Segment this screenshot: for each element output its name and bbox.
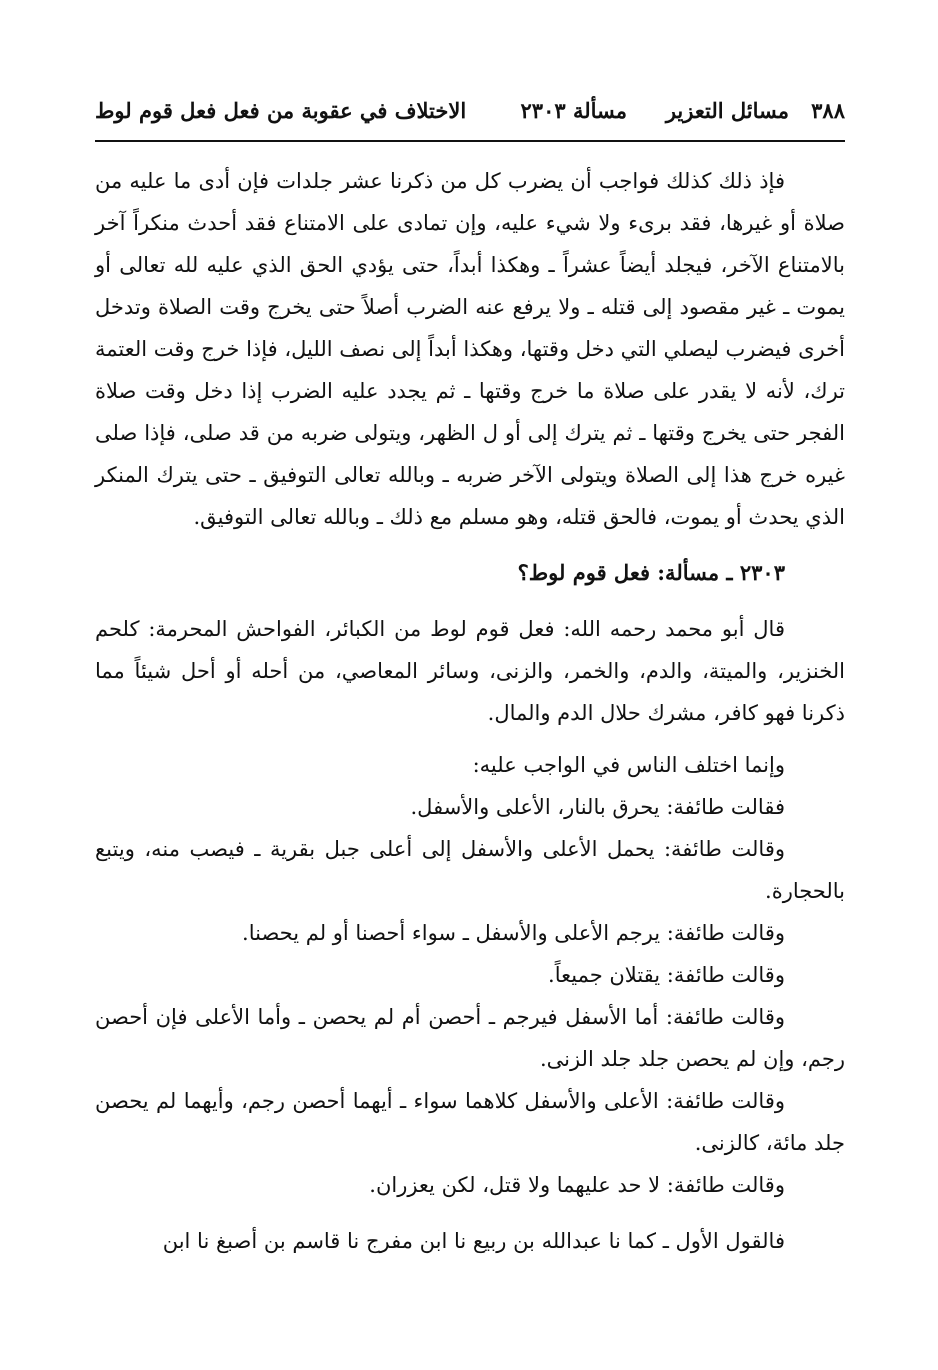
paragraph-flogging: فإذ ذلك كذلك فواجب أن يضرب كل من ذكرنا عشر جلدات فإن أدى ما عليه من صلاة أو غيرها، فقد برىء ولا شيء عليه، وإن تمادى على الامتناع فقد أحدث منكراً آخر بالامتناع الآخر، فيجلد أيضاً عشراً ـ وهكذا أبداً، حتى يؤدي الحق الذي عليه لله تعالى أو يموت ـ غير مقصود إلى قتله ـ ولا يرفع عنه الضرب أصلاً حتى يخرج وقت الصلاة وتدخل أخرى فيضرب ليصلي التي دخل وقتها، وهكذا أبداً إلى نصف الليل، فإذا خرج وقت العتمة ترك، لأنه لا يقدر على صلاة ما خرج وقتها ـ ثم يجدد عليه الضرب إذا دخل وقت صلاة الفجر حتى يخرج وقتها ـ ثم يترك إلى أو ل الظهر، ويتولى ضربه من قد صلى، فإذا صلى غيره خرج هذا إلى الصلاة ويتولى الآخر ضربه ـ وبالله تعالى التوفيق ـ حتى يترك المنكر الذي يحدث أو يموت، فالحق قتله، وهو مسلم مع ذلك ـ وبالله تعالى التوفيق. <box>95 169 845 529</box>
issue-heading: ٢٣٠٣ ـ مسألة: فعل قوم لوط؟ <box>517 560 785 585</box>
page-body <box>95 160 845 1262</box>
opinion-burning: فقالت طائفة: يحرق بالنار، الأعلى والأسفل. <box>410 795 785 819</box>
paragraph-abu-muhammad: قال أبو محمد رحمه الله: فعل قوم لوط من الكبائر، الفواحش المحرمة: كلحم الخنزير، والميتة، والدم، والخمر، والزنى، وسائر المعاصي، من أحله أو أحل شيئاً مما ذكرنا فهو كافر، مشرك حلال الدم والمال. <box>95 617 845 725</box>
paragraph-disagreement: وإنما اختلف الناس في الواجب عليه: <box>472 753 785 777</box>
opinion-no-hadd: وقالت طائفة: لا حد عليهما ولا قتل، لكن يعزران. <box>369 1173 785 1197</box>
opinion-stoning-both: وقالت طائفة: يرجم الأعلى والأسفل ـ سواء أحصنا أو لم يحصنا. <box>242 921 785 945</box>
opinion-equal-status: وقالت طائفة: الأعلى والأسفل كلاهما سواء ـ أيهما أحصن رجم، وأيهما لم يحصن جلد مائة، كالزنى. <box>95 1089 845 1155</box>
running-header <box>95 94 845 142</box>
page-number: ٣٨٨ <box>811 98 845 123</box>
opinion-lower-stoned: وقالت طائفة: أما الأسفل فيرجم ـ أحصن أم لم يحصن ـ وأما الأعلى فإن أحصن رجم، وإن لم يحصن جلد جلد الزنى. <box>95 1005 845 1071</box>
section-title: الاختلاف في عقوبة من فعل فعل قوم لوط <box>95 98 467 123</box>
paragraph-first-opinion-chain: فالقول الأول ـ كما نا عبدالله بن ربيع نا ابن مفرج نا قاسم بن أصبغ نا ابن <box>162 1229 785 1253</box>
chapter-title: مسائل التعزير <box>665 98 789 123</box>
issue-number: مسألة ٢٣٠٣ <box>520 98 627 123</box>
opinion-killing-both: وقالت طائفة: يقتلان جميعاً. <box>548 963 785 987</box>
opinion-mountain: وقالت طائفة: يحمل الأعلى والأسفل إلى أعلى جبل بقرية ـ فيصب منه، ويتبع بالحجارة. <box>95 837 845 903</box>
